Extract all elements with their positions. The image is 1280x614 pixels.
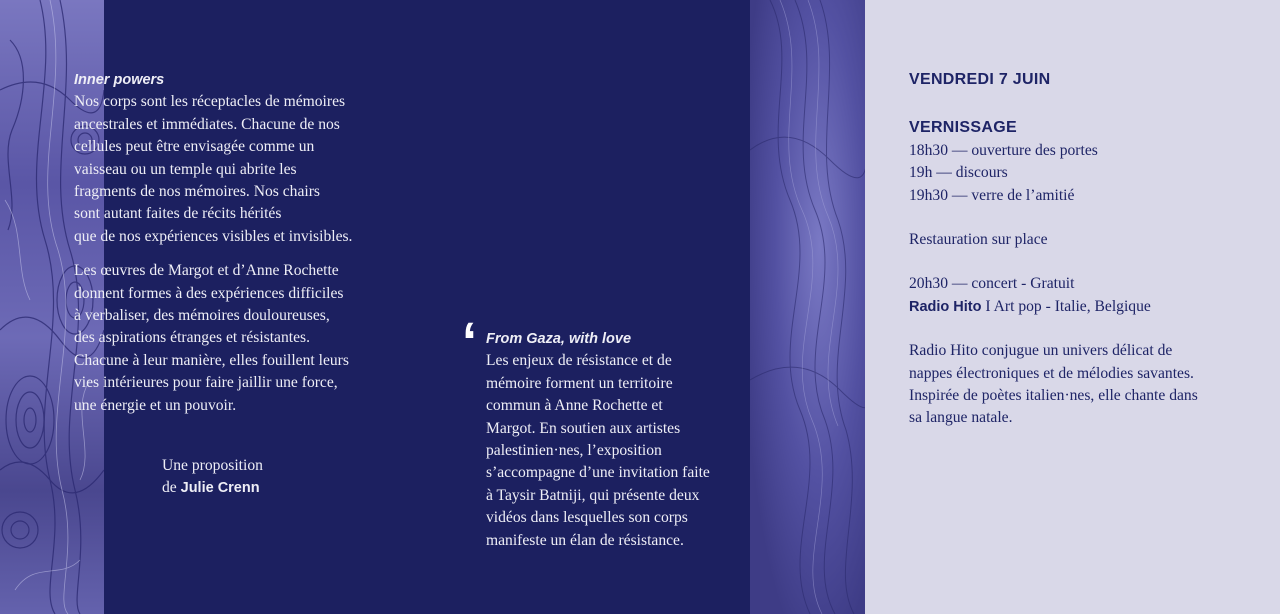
text-line: Nos corps sont les réceptacles de mémoires [74, 93, 346, 111]
inner-powers-title: Inner powers [74, 72, 165, 88]
text-line: à verbaliser, des mémoires douloureuses, [74, 307, 330, 325]
text-line: Chacune à leur manière, elles fouillent leurs [74, 351, 349, 369]
spacer [909, 318, 1249, 340]
spacer [909, 251, 1249, 273]
curator-name: Julie Crenn [180, 480, 260, 497]
proposal-label: Une proposition [162, 457, 263, 474]
band-line [909, 296, 1249, 318]
text-line: s’accompagne d’une invitation faite [486, 464, 710, 482]
text-line: commun à Anne Rochette et [486, 397, 663, 415]
inner-powers-section [74, 69, 404, 417]
text-line: Les enjeux de résistance et de [486, 352, 672, 370]
text-line: une énergie et un pouvoir. [74, 396, 237, 414]
text-line: des aspirations étranges et résistantes. [74, 329, 311, 347]
curator-line [162, 477, 263, 499]
band-name: Radio Hito [909, 298, 982, 315]
spacer [909, 207, 1249, 229]
text-line: Margot. En soutien aux artistes [486, 419, 681, 437]
schedule-item: 18h30 — ouverture des portes [909, 141, 1098, 159]
text-line: fragments de nos mémoires. Nos chairs [74, 183, 320, 201]
food-info: Restauration sur place [909, 231, 1048, 249]
quote-mark-icon: ‘ [462, 312, 478, 372]
text-line: à Taysir Batniji, qui présente deux [486, 486, 700, 504]
schedule-item: 19h30 — verre de l’amitié [909, 186, 1075, 204]
gaza-title: From Gaza, with love [486, 331, 632, 347]
text-line: Inspirée de poètes italien·nes, elle chante dans [909, 387, 1198, 405]
text-line: vies intérieures pour faire jaillir une force, [74, 374, 338, 392]
text-line: vaisseau ou un temple qui abrite les [74, 160, 297, 178]
event-details [909, 69, 1249, 430]
gaza-section [486, 328, 746, 552]
schedule-item: 19h — discours [909, 164, 1008, 182]
watercolor-texture-icon [750, 0, 866, 614]
event-date: VENDREDI 7 JUIN [909, 71, 1051, 88]
text-line: sa langue natale. [909, 409, 1013, 427]
concert-info: 20h30 — concert - Gratuit [909, 275, 1075, 293]
text-line: donnent formes à des expériences difficiles [74, 284, 344, 302]
curator-prefix: de [162, 479, 177, 497]
inner-powers-paragraph-1 [74, 91, 404, 248]
spacer [909, 91, 1249, 117]
text-line: que de nos expériences visibles et invisibles. [74, 227, 353, 245]
text-line: cellules peut être envisagée comme un [74, 138, 315, 156]
text-line: ancestrales et immédiates. Chacune de nos [74, 115, 340, 133]
text-line: sont autant faites de récits hérités [74, 205, 282, 223]
inner-powers-paragraph-2 [74, 260, 404, 417]
text-line: manifeste un élan de résistance. [486, 531, 684, 549]
text-line: nappes électroniques et de mélodies savantes. [909, 364, 1194, 382]
text-line: Radio Hito conjugue un univers délicat de [909, 342, 1173, 360]
curator-credit [162, 455, 263, 500]
vernissage-heading: VERNISSAGE [909, 119, 1017, 137]
text-line: palestinien·nes, l’exposition [486, 442, 662, 460]
text-line: Les œuvres de Margot et d’Anne Rochette [74, 262, 339, 280]
text-line: mémoire forment un territoire [486, 374, 673, 392]
text-line: vidéos dans lesquelles son corps [486, 509, 688, 527]
right-artwork-strip [750, 0, 866, 614]
band-genre: I Art pop - Italie, Belgique [981, 297, 1151, 315]
